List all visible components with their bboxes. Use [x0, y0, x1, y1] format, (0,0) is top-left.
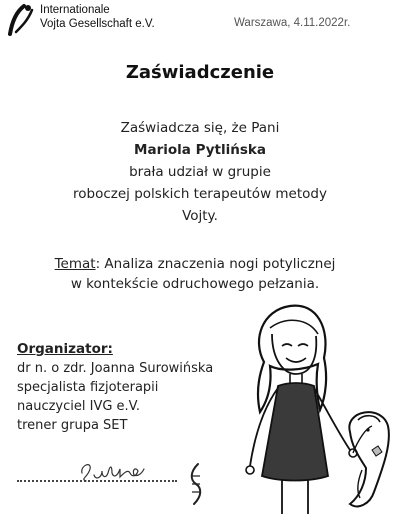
- place-and-date: Warszawa, 4.11.2022r.: [234, 17, 351, 29]
- body-line-3: brała udział w grupie: [129, 164, 271, 180]
- org-name-line2: Vojta Gesellschaft e.V.: [40, 18, 155, 30]
- body-line-5: Vojty.: [182, 208, 218, 224]
- certificate-body: [20, 117, 380, 227]
- body-line-1: Zaświadcza się, że Pani: [120, 120, 280, 136]
- topic-text: : Analiza znaczenia nogi potylicznej: [95, 256, 336, 272]
- organizer-heading: Organizator:: [17, 341, 113, 357]
- organizer-line: dr n. o zdr. Joanna Surowińska: [17, 361, 214, 376]
- organizer-line: specjalista fizjoterapii: [17, 380, 159, 395]
- body-line-4: roboczej polskich terapeutów metody: [73, 186, 327, 202]
- document-title: Zaświadczenie: [125, 62, 275, 83]
- topic-label: Temat: [54, 256, 96, 272]
- vojta-logo-icon: [6, 2, 36, 36]
- handwritten-signature: [78, 455, 168, 485]
- vojta-small-logo-icon: [186, 462, 206, 506]
- topic-line-1: [10, 254, 380, 274]
- organizer-line: trener grupa SET: [17, 418, 128, 433]
- recipient-name: Mariola Pytlińska: [134, 142, 266, 158]
- girl-with-dog-drawing: [232, 300, 400, 516]
- organizer-block: [17, 340, 213, 435]
- organization-name: [40, 3, 155, 31]
- organizer-line: nauczyciel IVG e.V.: [17, 399, 141, 414]
- org-name-line1: Internationale: [40, 4, 110, 16]
- topic-line-2: w kontekście odruchowego pełzania.: [70, 276, 320, 292]
- topic-block: [10, 254, 380, 294]
